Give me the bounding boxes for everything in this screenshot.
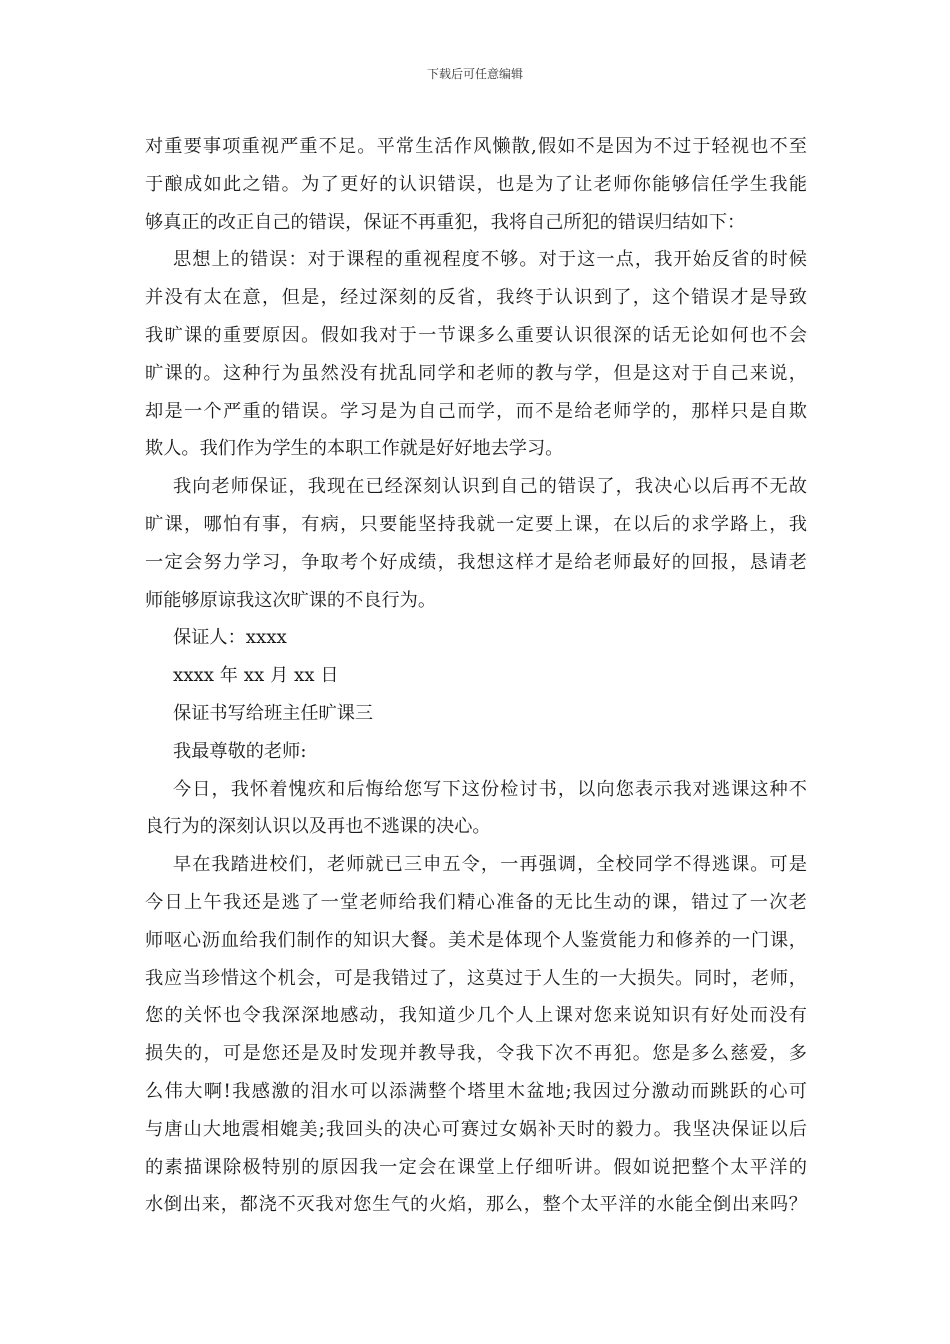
salutation	[145, 733, 807, 771]
text-line: 思想上的错误：对于课程的重视程度不够。对于这一点，我开始反省的时候	[173, 249, 807, 271]
text-line: 师呕心沥血给我们制作的知识大餐。美术是体现个人鉴赏能力和修养的一门课，	[145, 929, 807, 951]
text-line: 对重要事项重视严重不足。平常生活作风懒散,假如不是因为不过于轻视也不至	[145, 136, 807, 157]
signature-guarantor	[145, 619, 807, 657]
paragraph-intro	[145, 771, 807, 847]
text-line: 师能够原谅我这次旷课的不良行为。	[145, 589, 437, 611]
paragraph-apology-summary	[145, 128, 807, 241]
text-line: 于酿成如此之错。为了更好的认识错误，也是为了让老师你能够信任学生我能	[145, 173, 807, 195]
text-line: 与唐山大地震相媲美;我回头的决心可赛过女娲补天时的毅力。我坚决保证以后	[145, 1118, 807, 1140]
text-line: 么伟大啊!我感激的泪水可以添满整个塔里木盆地;我因过分激动而跳跃的心可	[145, 1080, 807, 1102]
text-line: 我向老师保证，我现在已经深刻认识到自己的错误了，我决心以后再不无故	[173, 476, 807, 498]
text-line: 保证人：xxxx	[173, 627, 287, 649]
text-line: 却是一个严重的错误。学习是为自己而学，而不是给老师学的，那样只是自欺	[145, 400, 807, 422]
paragraph-promise	[145, 468, 807, 619]
text-line: xxxx 年 xx 月 xx 日	[173, 665, 339, 687]
text-line: 良行为的深刻认识以及再也不逃课的决心。	[145, 816, 491, 838]
text-line: 保证书写给班主任旷课三	[173, 702, 374, 724]
page-header: 下载后可任意编辑	[426, 67, 523, 81]
document-body	[145, 128, 807, 1224]
text-line: 早在我踏进校们，老师就已三申五令，一再强调，全校同学不得逃课。可是	[173, 854, 807, 876]
paragraph-thinking-error	[145, 241, 807, 468]
text-line: 并没有太在意，但是，经过深刻的反省，我终于认识到了，这个错误才是导致	[145, 287, 807, 309]
text-line: 水倒出来，都浇不灭我对您生气的火焰，那么，整个太平洋的水能全倒出来吗？	[145, 1194, 807, 1216]
text-line: 欺人。我们作为学生的本职工作就是好好地去学习。	[145, 438, 564, 460]
text-line: 今日，我怀着愧疚和后悔给您写下这份检讨书，以向您表示我对逃课这种不	[173, 778, 807, 800]
text-line: 旷课的。这种行为虽然没有扰乱同学和老师的教与学，但是这对于自己来说，	[145, 362, 807, 384]
paragraph-confession	[145, 846, 807, 1224]
text-line: 旷课，哪怕有事，有病，只要能坚持我就一定要上课，在以后的求学路上，我	[145, 513, 807, 535]
text-line: 今日上午我还是逃了一堂老师给我们精心准备的无比生动的课，错过了一次老	[145, 891, 807, 913]
text-line: 够真正的改正自己的错误，保证不再重犯，我将自己所犯的错误归结如下：	[145, 211, 746, 233]
text-line: 我最尊敬的老师:	[173, 740, 307, 762]
text-line: 的素描课除极特别的原因我一定会在课堂上仔细听讲。假如说把整个太平洋的	[145, 1156, 807, 1178]
text-line: 损失的，可是您还是及时发现并教导我，令我下次不再犯。您是多么慈爱，多	[145, 1043, 807, 1065]
signature-date	[145, 657, 807, 695]
text-line: 我旷课的重要原因。假如我对于一节课多么重要认识很深的话无论如何也不会	[145, 324, 807, 346]
text-line: 我应当珍惜这个机会，可是我错过了，这莫过于人生的一大损失。同时，老师，	[145, 967, 807, 989]
section-title	[145, 695, 807, 733]
text-line: 一定会努力学习，争取考个好成绩，我想这样才是给老师最好的回报，恳请老	[145, 551, 807, 573]
text-line: 您的关怀也令我深深地感动，我知道少几个人上课对您来说知识有好处而没有	[145, 1005, 807, 1027]
